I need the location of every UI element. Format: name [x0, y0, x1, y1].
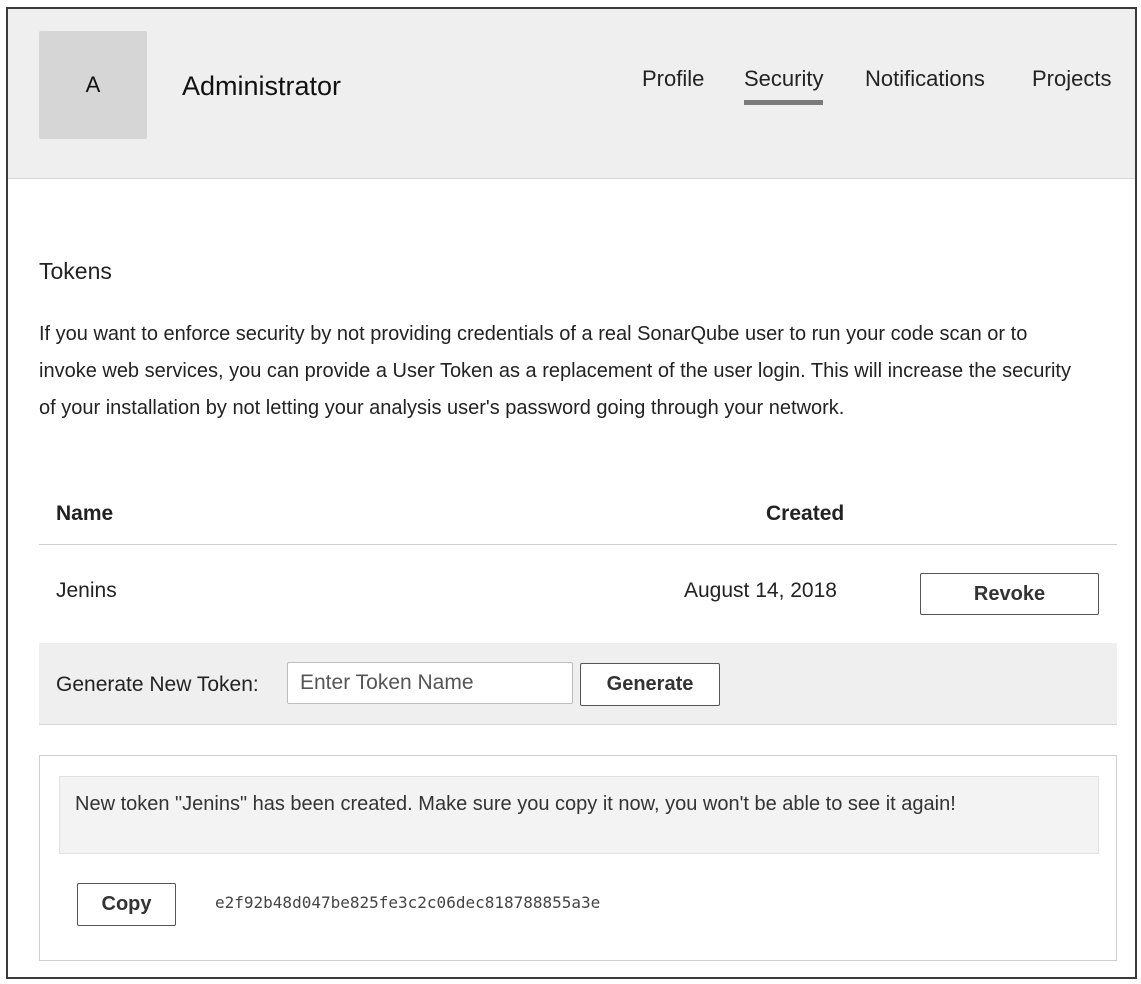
generate-token-label: Generate New Token:: [56, 673, 259, 696]
tab-profile[interactable]: Profile: [642, 66, 705, 91]
new-token-panel: [39, 755, 1117, 961]
table-header-row: [39, 492, 1117, 545]
account-header: [8, 9, 1135, 179]
revoke-button[interactable]: Revoke: [920, 573, 1099, 615]
tab-notifications[interactable]: Notifications: [865, 66, 985, 91]
tokens-title: Tokens: [39, 258, 112, 284]
tab-security[interactable]: Security: [744, 66, 823, 105]
copy-button[interactable]: Copy: [77, 883, 176, 926]
generate-button[interactable]: Generate: [580, 663, 720, 706]
tokens-description: If you want to enforce security by not providing credentials of a real SonarQube user to run your code scan or to invoke web services, you can provide a User Token as a replacement of the user login. This will increase the security of your installation by not letting your analysis user's password going through your network.: [39, 323, 1071, 419]
column-header-created: Created: [766, 502, 845, 525]
user-name: Administrator: [182, 71, 342, 101]
column-header-name: Name: [56, 502, 114, 525]
avatar-initial: A: [85, 72, 101, 97]
new-token-alert: New token "Jenins" has been created. Make sure you copy it now, you won't be able to see it again!: [59, 776, 1099, 854]
token-name-cell: Jenins: [56, 579, 117, 602]
token-name-input[interactable]: [287, 662, 573, 704]
generate-token-row: [39, 643, 1117, 725]
token-created-cell: August 14, 2018: [684, 579, 837, 602]
token-value: e2f92b48d047be825fe3c2c06dec818788855a3e: [215, 893, 601, 912]
account-nav: [8, 66, 1135, 116]
page-frame: [6, 7, 1137, 979]
tab-projects[interactable]: Projects: [1032, 66, 1112, 91]
